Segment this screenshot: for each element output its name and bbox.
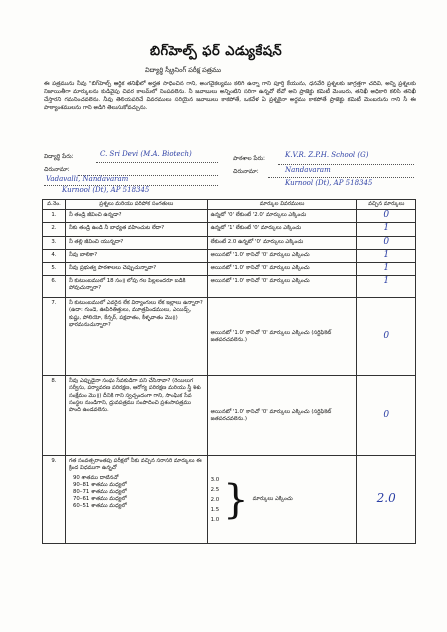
instructions-paragraph: ఈ పత్రమును నీవు "బిగ్‌హెల్ప్ ఆర్థిక తనిఖీలో అర్హత సాధించిన గాని, అంగవైకల్యము కలిగి ఉన్నా గాని పూర్తి కేయును, ధనవేరి ప్రశ్నలకు జాగ్రత్తగా చదివి, అన్ని ప్రశ్నలకు నిజాయితీగా మార్కులను కుడివైపు చివర కాలమ్‌లో నింపవలెను. నీ జవాబులు అన్నింటిని సరిగా ఉన్నవో లేవో అని ప్రాజెక్టు కమిటీ మెంబరు, తనిఖీ అధికారి కలిసి తనిఖీ చేస్తారని గమనించవలెను. నీవు తెలియపరిచే వివరములు సరియైన జవాబులు కాకపోతే, ఒకవేళ ఏ ప్రశ్నకైనా అర్థము కాకపోతే ప్రాజెక్టు కమిటీ మెంబరును గాని సీ ఈ పాఠ్యాంశములను గాని అడిగి తెలుసుకోవచ్చును. — [44, 81, 416, 111]
school-address-line2: Kurnool (Dt), AP 518345 — [285, 179, 373, 187]
row-mark: 1 — [383, 263, 390, 274]
header-question: ప్రశ్నలు మరియు పరిపోక సంగతులు — [65, 200, 207, 210]
row-number: 8. — [43, 376, 66, 456]
row-question: నీకు తండ్రి ఉండి నీ బాధ్యత వహించుట లేదా? — [65, 223, 207, 236]
scale-values — [211, 475, 220, 525]
school-address-line — [268, 177, 414, 178]
row-number: 7. — [43, 298, 66, 376]
table-row — [43, 298, 416, 376]
student-address-label: చిరునామా: — [44, 167, 70, 173]
row-rule: అయినటో '1.0' కానిచో '0' మార్కులు ఎక్కించు — [207, 263, 357, 276]
table-row — [43, 376, 416, 456]
row-number: 5. — [43, 263, 66, 276]
row-question — [65, 456, 207, 544]
row-mark: 1 — [383, 249, 390, 260]
row-number: 9. — [43, 456, 66, 544]
row-number: 6. — [43, 276, 66, 298]
scale-value: 1.0 — [210, 516, 220, 523]
row-question: నీ కుటుంబములో ఎవరైన లేక విర్యాంగులు లేక ఇల్లాలు ఉన్నారా? (ఉదా: గుండె, ఊపిరితిత్తులు, మూత్రపిండములు, ఎయిడ్స్, కుష్టు, పోలియో, కేన్సర్, పక్షవాతం, కీళ్ళవాతం మొ॥) భారమనుచున్నారా? — [65, 298, 207, 376]
grade-item: 90–81 శాతము మధ్యలో — [72, 481, 127, 488]
row-mark: 0 — [383, 409, 390, 420]
row-number: 1. — [43, 210, 66, 223]
document-title: బిగ్‌హెల్ప్ ఫర్ ఎడ్యుకేషన్ — [150, 44, 283, 59]
grade-item: 80–71 శాతము మధ్యలో — [72, 489, 127, 496]
row-number: 3. — [43, 236, 66, 249]
table-row — [43, 249, 416, 262]
school-address-label: చిరునామా: — [233, 169, 259, 175]
row-rule: అయినటో '1.0' కానిచో '0' మార్కులు ఎక్కించు (సర్టిఫికెట్ జతపరచవలెను.) — [207, 298, 357, 376]
row-question: నీ తండ్రి జీవించి ఉన్నడా? — [65, 210, 207, 223]
row-number: 4. — [43, 249, 66, 262]
scale-value: 1.5 — [210, 506, 220, 513]
header-rule: మార్కుల వివరములు — [207, 200, 357, 210]
table-row — [43, 263, 416, 276]
table-header-row — [43, 200, 416, 210]
school-name-value: K.V.R. Z.P.H. School (G) — [285, 151, 369, 159]
student-name-line — [96, 162, 218, 163]
student-name-value: C. Sri Devi (M.A. Biotech) — [100, 150, 192, 158]
row-question: నీ తల్లి జీవించి యున్నదా? — [65, 236, 207, 249]
student-address-line1: Vadavalli, Nandavaram — [46, 175, 129, 183]
header-marks: వచ్చిన మార్కులు — [357, 200, 416, 210]
row-rule — [207, 456, 357, 544]
table-row — [43, 210, 416, 223]
row-question: నీ కుటుంబములో 18 సం॥ లోపు గల పిల్లలందరూ బడికి పోవుచున్నారా? — [65, 276, 207, 298]
table-row — [43, 456, 416, 544]
row-rule: అయినటో '1.0' కానిచో '0' మార్కులు ఎక్కించు — [207, 276, 357, 298]
marks-scale — [211, 475, 354, 525]
row-rule: ఉన్నటో '1' లేకుంటే '0' మార్కులు ఎక్కించు — [207, 223, 357, 236]
grade-question-text: గత సంవత్సరాంతపు పరీక్షలో నీకు వచ్చిన సరాసరి మార్కులు ఈ క్రింద విధముగా ఉన్నచో — [68, 458, 202, 472]
row-rule: అయినటో '1.0' కానిచో '0' మార్కులు ఎక్కించు (సర్టిఫికెట్ జతపరచవలెను.) — [207, 376, 357, 456]
grade-item: 70–61 శాతము మధ్యలో — [72, 496, 127, 503]
grade-item: 60–51 శాతము మధ్యలో — [72, 503, 127, 510]
row-rule: లేకుంటే 2.0 ఉన్నటో '0' మార్కులు ఎక్కించు — [207, 236, 357, 249]
grade-item: 90 శాతము దాటినచో — [72, 474, 119, 481]
brace-symbol: } — [223, 476, 249, 523]
row-mark: 1 — [383, 276, 390, 287]
row-number: 2. — [43, 223, 66, 236]
row-question: నీవు ప్రభుత్వ పాఠశాలలు చెప్పుచున్నావా? — [65, 263, 207, 276]
student-name-label: విద్యార్థి పేరు: — [44, 154, 74, 160]
row-rule: అయినటో '1.0' కానిచో '0' మార్కులు ఎక్కించు — [207, 249, 357, 262]
row-question: నీవు బాలికా? — [65, 249, 207, 262]
document-subtitle: విద్యార్థి స్క్రీనింగ్ పరీక్ష పత్రము — [145, 66, 221, 74]
scale-rule-text: మార్కులు ఎక్కించు — [252, 496, 293, 503]
row-mark: 0 — [383, 210, 390, 221]
row-mark: 0 — [383, 330, 390, 341]
row-question: నీవు ఎప్పుడైనా సంఘ సేవకుడిగా పని చేసినావా? (రెయిలుగ సర్వీసు, పర్యావరణ పరిరక్షణ, ఆరోగ్య పరిరక్షణ మరియు స్త్రీ శిశు సంక్షేమం మొ॥) దీనికి గాని స్వచ్చందంగా గాని, సాంఘిక సేవ సంస్థల నుండిగాని, ధ్రువపత్రము సంపాదించి ప్రశంసాపత్రము పొంది ఉండవలెను. — [65, 376, 207, 456]
scale-value: 2.5 — [210, 486, 220, 493]
row-mark: 2.0 — [376, 490, 396, 505]
school-name-line — [278, 164, 414, 165]
scale-value: 3.0 — [210, 476, 220, 483]
screening-table — [42, 199, 416, 544]
row-rule: ఉన్నటో '0' లేకుంటే '2.0' మార్కులు ఎక్కించు — [207, 210, 357, 223]
school-name-label: పాఠశాల పేరు: — [233, 156, 265, 162]
school-address-line1: Nandavaram — [285, 166, 331, 174]
header-no: వ.నెం. — [43, 200, 66, 210]
student-address-line2: Kurnool (Dt), AP 518345 — [62, 186, 150, 194]
row-mark: 1 — [383, 223, 390, 234]
table-row — [43, 236, 416, 249]
table-row — [43, 223, 416, 236]
row-mark: 0 — [383, 236, 390, 247]
table-row — [43, 276, 416, 298]
grade-list — [69, 475, 204, 511]
scale-value: 2.0 — [210, 496, 220, 503]
